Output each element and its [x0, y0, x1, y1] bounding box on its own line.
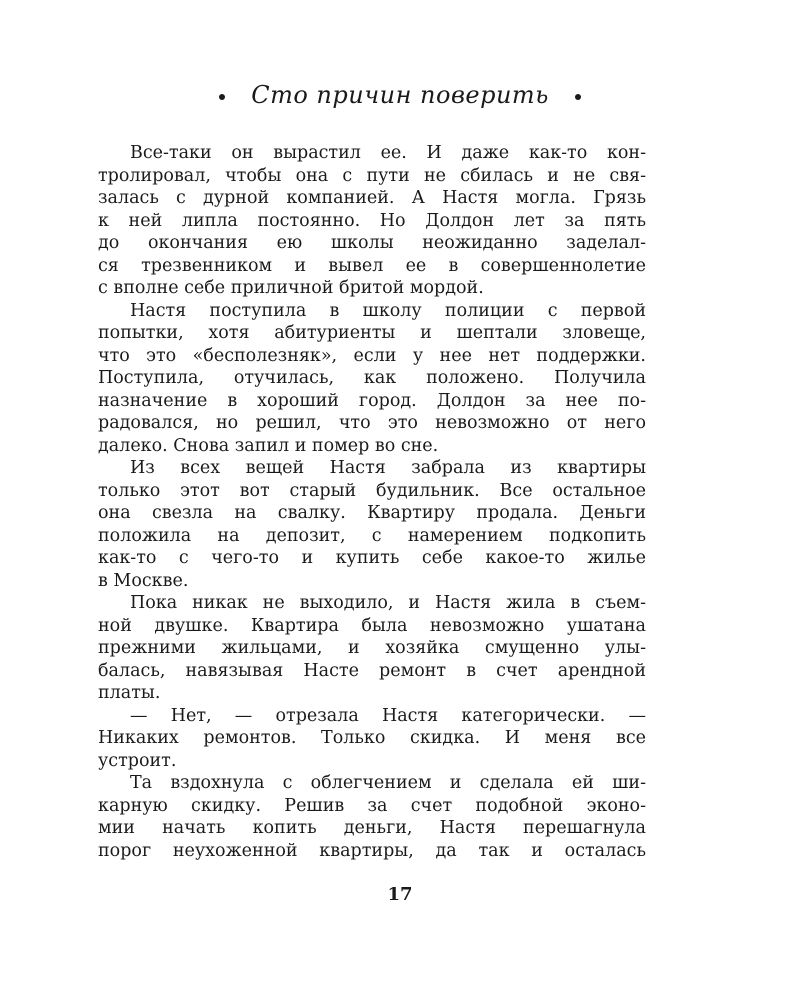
- text-line: к ней липла постоянно. Но Долдон лет за пять: [98, 210, 646, 231]
- header-bullet-left-icon: [219, 94, 225, 100]
- text-line: Настя поступила в школу полиции с первой: [130, 300, 646, 321]
- text-line: Никаких ремонтов. Только скидка. И меня все: [98, 728, 646, 748]
- text-line: положила на депозит, с намерением подкопить: [98, 525, 646, 546]
- body-text: [98, 142, 646, 862]
- text-line: ной двушке. Квартира была невозможно ушатана: [98, 615, 646, 636]
- text-line: устроит.: [98, 750, 177, 771]
- text-line: Пока никак не выходило, и Настя жила в съем-: [130, 593, 646, 613]
- text-line: далеко. Снова запил и помер во сне.: [98, 435, 439, 456]
- text-line: прежними жильцами, и хозяйка смущенно улы-: [98, 638, 646, 658]
- running-title: Сто причин поверить: [251, 81, 549, 109]
- text-line: Та вздохнула с облегчением и сделала ей ши-: [130, 773, 646, 793]
- text-line: как-то с чего-то и купить себе какое-то жилье: [98, 548, 646, 568]
- text-line: Все-таки он вырастил ее. И даже как-то кон-: [130, 143, 646, 163]
- text-line: что это «бесполезняк», если у нее нет поддержки.: [98, 345, 646, 366]
- text-line: она свезла на свалку. Квартиру продала. Деньги: [98, 503, 646, 523]
- text-line: попытки, хотя абитуриенты и шептали зловеще,: [98, 323, 646, 343]
- text-line: радовался, но решил, что это невозможно от него: [98, 413, 646, 433]
- text-line: только этот вот старый будильник. Все остальное: [98, 480, 646, 501]
- text-line: залась с дурной компанией. А Настя могла. Грязь: [98, 188, 646, 208]
- page-number: 17: [387, 884, 413, 905]
- text-line: балась, навязывая Насте ремонт в счет арендной: [98, 660, 646, 681]
- text-line: платы.: [98, 683, 161, 703]
- text-line: Из всех вещей Настя забрала из квартиры: [130, 458, 646, 478]
- text-line: порог неухоженной квартиры, да так и осталась: [98, 840, 646, 861]
- text-line: Поступила, отучилась, как положено. Получила: [98, 368, 646, 388]
- header-bullet-right-icon: [575, 94, 581, 100]
- text-line: ся трезвенником и вывел ее в совершеннолетие: [98, 255, 646, 276]
- text-line: — Нет, — отрезала Настя категорически. —: [130, 705, 646, 726]
- text-line: с вполне себе приличной бритой мордой.: [98, 278, 484, 298]
- text-line: карную скидку. Решив за счет подобной эконо-: [98, 795, 646, 816]
- running-header: [0, 80, 800, 110]
- text-line: мии начать копить деньги, Настя перешагнула: [98, 818, 646, 838]
- text-line: назначение в хороший город. Долдон за нее по-: [98, 390, 646, 411]
- text-line: тролировал, чтобы она с пути не сбилась и не свя-: [98, 165, 646, 186]
- text-line: до окончания ею школы неожиданно заделал-: [98, 233, 646, 253]
- text-line: в Москве.: [98, 570, 189, 591]
